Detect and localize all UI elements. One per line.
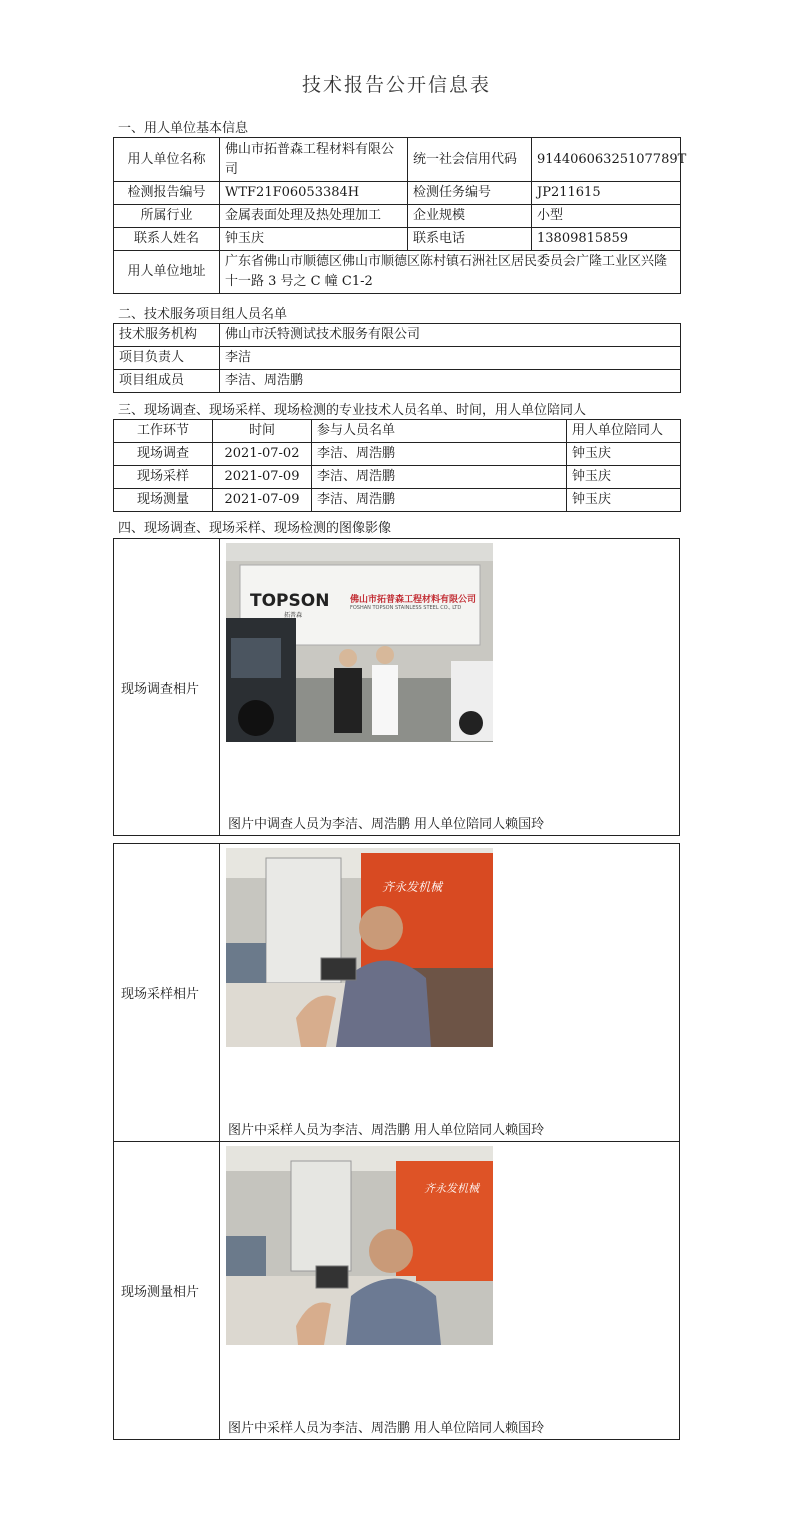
table-row <box>114 324 681 347</box>
cell-value: 13809815859 <box>532 228 681 251</box>
cell-members: 李洁、周浩鹏 <box>312 443 567 466</box>
photo-label: 现场测量相片 <box>114 1142 220 1439</box>
topson-logo-sub: 拓普森 <box>284 612 303 619</box>
topson-logo: TOPSON <box>250 591 330 611</box>
table-row <box>114 182 681 205</box>
section4-heading: 四、现场调查、现场采样、现场检测的图像影像 <box>118 521 392 536</box>
cell-value: 91440606325107789T <box>532 138 681 182</box>
sign-company-cn: 佛山市拓普森工程材料有限公司 <box>350 595 477 605</box>
cell-companion: 钟玉庆 <box>567 443 681 466</box>
cell-label: 用人单位名称 <box>114 138 220 182</box>
column-header: 时间 <box>213 420 312 443</box>
photo-block-survey <box>113 538 680 836</box>
cell-value: 佛山市拓普森工程材料有限公司 <box>220 138 408 182</box>
sign-company-en: FOSHAN TOPSON STAINLESS STEEL CO., LTD <box>350 605 462 611</box>
cell-label: 检测报告编号 <box>114 182 220 205</box>
survey-photo <box>226 543 493 742</box>
cell-label: 联系人姓名 <box>114 228 220 251</box>
unit-info-table <box>113 137 687 294</box>
cell-value: JP211615 <box>532 182 681 205</box>
table-row <box>114 489 681 512</box>
photo-caption: 图片中采样人员为李洁、周浩鹏 用人单位陪同人赖国玲 <box>228 1123 545 1138</box>
table-row <box>114 205 681 228</box>
photo-label: 现场调查相片 <box>114 539 220 835</box>
table-row <box>114 138 681 182</box>
table-row <box>114 443 681 466</box>
column-header: 用人单位陪同人 <box>567 420 681 443</box>
cell-label: 统一社会信用代码 <box>408 138 532 182</box>
document-title: 技术报告公开信息表 <box>301 74 491 96</box>
table-row <box>114 370 681 393</box>
cell-companion: 钟玉庆 <box>567 489 681 512</box>
cell-members: 李洁、周浩鹏 <box>312 489 567 512</box>
table-row <box>114 347 681 370</box>
photo-caption: 图片中采样人员为李洁、周浩鹏 用人单位陪同人赖国玲 <box>228 1421 545 1436</box>
section1-heading: 一、用人单位基本信息 <box>118 121 249 136</box>
address-value: 广东省佛山市顺德区佛山市顺德区陈村镇石洲社区居民委员会广隆工业区兴隆十一路 3 号之 C 幢 C1-2 <box>220 251 681 294</box>
cell-value: 钟玉庆 <box>220 228 408 251</box>
cell-stage: 现场测量 <box>114 489 213 512</box>
team-table <box>113 323 681 393</box>
machine-sign-text: 齐永发机械 <box>424 1182 479 1195</box>
table-header-row <box>114 420 681 443</box>
cell-date: 2021-07-02 <box>213 443 312 466</box>
table-row <box>114 466 681 489</box>
photo-label: 现场采样相片 <box>114 844 220 1141</box>
photo-caption: 图片中调查人员为李洁、周浩鹏 用人单位陪同人赖国玲 <box>228 817 545 832</box>
cell-members: 李洁、周浩鹏 <box>312 466 567 489</box>
measurement-photo <box>226 1146 493 1345</box>
cell-date: 2021-07-09 <box>213 489 312 512</box>
cell-stage: 现场采样 <box>114 466 213 489</box>
table-row <box>114 251 681 294</box>
cell-label: 用人单位地址 <box>114 251 220 294</box>
cell-label: 所属行业 <box>114 205 220 228</box>
cell-label: 项目负责人 <box>114 347 220 370</box>
cell-label: 技术服务机构 <box>114 324 220 347</box>
photo-block-measurement <box>113 1141 680 1440</box>
cell-value: 佛山市沃特测试技术服务有限公司 <box>220 324 681 347</box>
cell-value: 小型 <box>532 205 681 228</box>
cell-value: WTF21F06053384H <box>220 182 408 205</box>
cell-label: 联系电话 <box>408 228 532 251</box>
cell-label: 检测任务编号 <box>408 182 532 205</box>
cell-value: 李洁、周浩鹏 <box>220 370 681 393</box>
cell-label: 项目组成员 <box>114 370 220 393</box>
column-header: 工作环节 <box>114 420 213 443</box>
column-header: 参与人员名单 <box>312 420 567 443</box>
cell-value: 金属表面处理及热处理加工 <box>220 205 408 228</box>
section3-heading: 三、现场调查、现场采样、现场检测的专业技术人员名单、时间，用人单位陪同人 <box>118 403 587 418</box>
cell-date: 2021-07-09 <box>213 466 312 489</box>
photo-block-sampling <box>113 843 680 1142</box>
cell-companion: 钟玉庆 <box>567 466 681 489</box>
cell-label: 企业规模 <box>408 205 532 228</box>
section2-heading: 二、技术服务项目组人员名单 <box>118 307 288 322</box>
sampling-photo <box>226 848 493 1047</box>
machine-sign-text: 齐永发机械 <box>382 880 443 894</box>
table-row <box>114 228 681 251</box>
cell-stage: 现场调查 <box>114 443 213 466</box>
cell-value: 李洁 <box>220 347 681 370</box>
schedule-table <box>113 419 681 512</box>
